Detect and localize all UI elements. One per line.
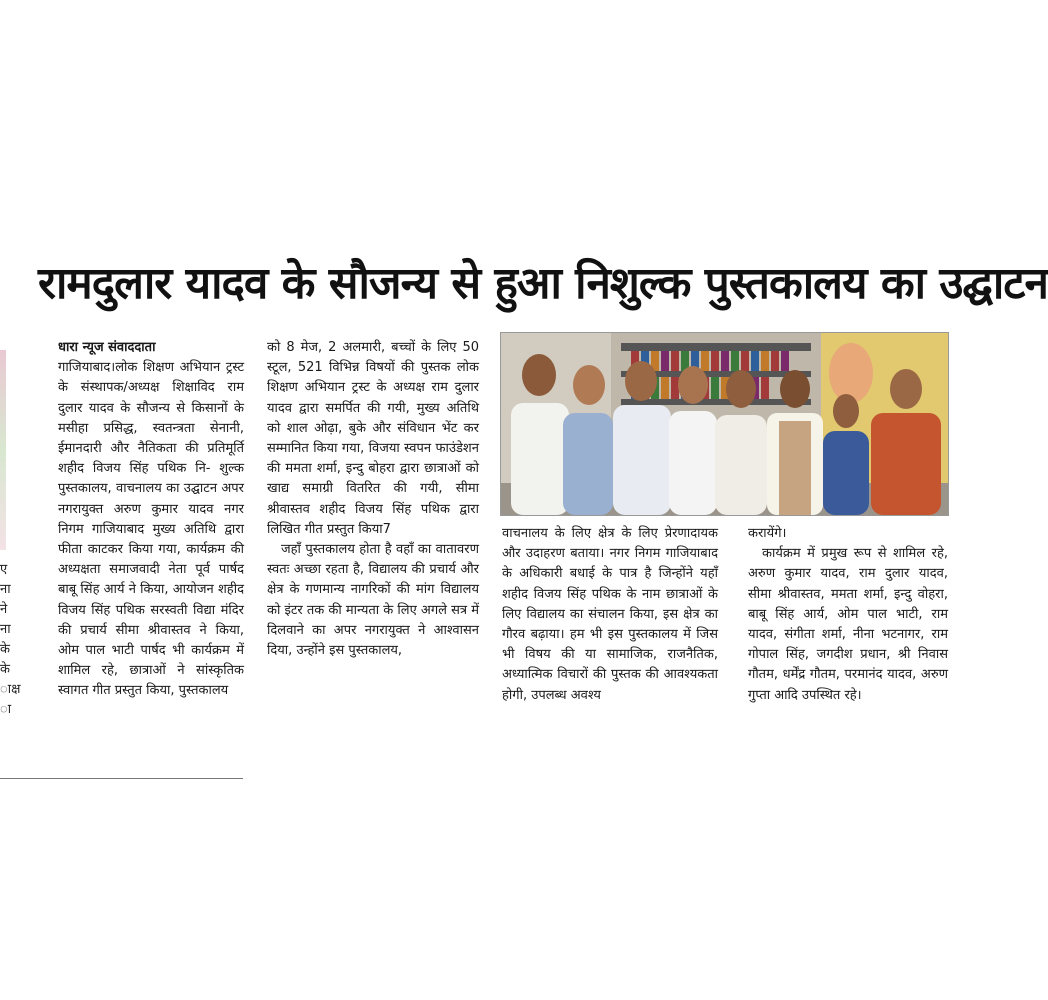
- article-column-3: [502, 524, 718, 768]
- fragment-text: ए: [0, 562, 8, 577]
- article-paragraph: जहाँ पुस्तकालय होता है वहाँ का वातावरण स्वतः अच्छा रहता है, विद्यालय की प्रचार्य और क्षेत्र के गणमान्य नागरिकों की मांग विद्यालय को इंटर तक की मान्यता के लिए अगले सत्र में दिलवाने का अपर नगरायुक्त ने आश्वासन दिया, उन्होंने इस पुस्तकालय,: [267, 542, 479, 659]
- fragment-text: ना: [0, 622, 11, 637]
- fragment-text: ने: [0, 602, 8, 617]
- news-photo: [500, 332, 949, 516]
- article-paragraph: को 8 मेज, 2 अलमारी, बच्चों के लिए 50 स्टूल, 521 विभिन्न विषयों की पुस्तक लोक शिक्षण अभियान ट्रस्ट के अध्यक्ष राम दुलार यादव द्वारा समर्पित की गयी, मुख्य अतिथि को शाल ओढ़ा, बुके और संविधान भेंट कर सम्मानित किया गया, विजया स्वपन फाउंडेशन की ममता शर्मा, इन्दु बोहरा द्वारा छात्राओं को खाद्य समाग्री वितरित की गयी, सीमा श्रीवास्तव शहीद विजय सिंह पथिक द्वारा लिखित गीत प्रस्तुत किया7: [267, 340, 479, 537]
- adjacent-article-fragment: [0, 340, 21, 740]
- article-column-4: [748, 524, 948, 768]
- fragment-text: ना: [0, 582, 11, 597]
- article-column-2: [267, 338, 479, 768]
- adjacent-photo-strip: [0, 350, 6, 550]
- byline: धारा न्यूज संवाददाता: [58, 340, 156, 355]
- fragment-text: के: [0, 662, 10, 677]
- article-paragraph: करायेंगे।: [748, 526, 787, 541]
- article-paragraph: वाचनालय के लिए क्षेत्र के लिए प्रेरणादायक और उदाहरण बताया। नगर निगम गाजियाबाद के अधिकारी बधाई के पात्र है जिन्होंने यहाँ शहीद विजय सिंह पथिक के नाम छात्राओं के लिए विद्यालय का संचालन किया, इस क्षेत्र का गौरव बढ़ाया। हम भी इस पुस्तकालय में जिस भी विषय की या सामाजिक, राजनैतिक, अध्यात्मिक विचारों की पुस्तक की आवश्यकता होगी, उपलब्ध अवश्य: [502, 526, 718, 703]
- article-paragraph: गाजियाबाद।लोक शिक्षण अभियान ट्रस्ट के संस्थापक/अध्यक्ष शिक्षाविद राम दुलार यादव के सौजन्य से किसानों के मसीहा प्रसिद्ध, स्वतन्त्रता सेनानी, ईमानदारी और नैतिकता की प्रतिमूर्ति शहीद विजय सिंह पथिक नि- शुल्क पुस्तकालय, वाचनालय का उद्घाटन अपर नगरायुक्त अरुण कुमार यादव नगर निगम गाजियाबाद मुख्य अतिथि द्वारा फीता काटकर किया गया, कार्यक्रम की अध्यक्षता समाजवादी नेता पूर्व पार्षद बाबू सिंह आर्य ने किया, आयोजन शहीद विजय सिंह पथिक सरस्वती विद्या मंदिर की प्रचार्य सीमा श्रीवास्तव ने किया, ओम पाल भाटी पार्षद भी कार्यक्रम में शामिल रहे, छात्राओं ने सांस्कृतिक स्वागत गीत प्रस्तुत किया, पुस्तकालय: [58, 360, 244, 699]
- article-paragraph: कार्यक्रम में प्रमुख रूप से शामिल रहे, अरुण कुमार यादव, राम दुलार यादव, सीमा श्रीवास्तव, ममता शर्मा, इन्दु वोहरा, बाबू सिंह आर्य, ओम पाल भाटी, राम यादव, संगीता शर्मा, नीना भटनागर, राम गोपाल सिंह, जगदीश प्रधान, श्री निवास गौतम, धर्मेंद्र गौतम, परमानंद यादव, अरुण गुप्ता आदि उपस्थित रहे।: [748, 546, 948, 703]
- headline: रामदुलार यादव के सौजन्य से हुआ निशुल्क पुस्तकालय का उद्घाटन: [38, 258, 1048, 309]
- fragment-text: ा: [0, 702, 12, 717]
- fragment-text: ाक्ष: [0, 682, 21, 697]
- article-column-1: [58, 338, 244, 770]
- photo-illustration: [501, 333, 948, 515]
- column-divider: [0, 778, 243, 779]
- fragment-text: के: [0, 642, 10, 657]
